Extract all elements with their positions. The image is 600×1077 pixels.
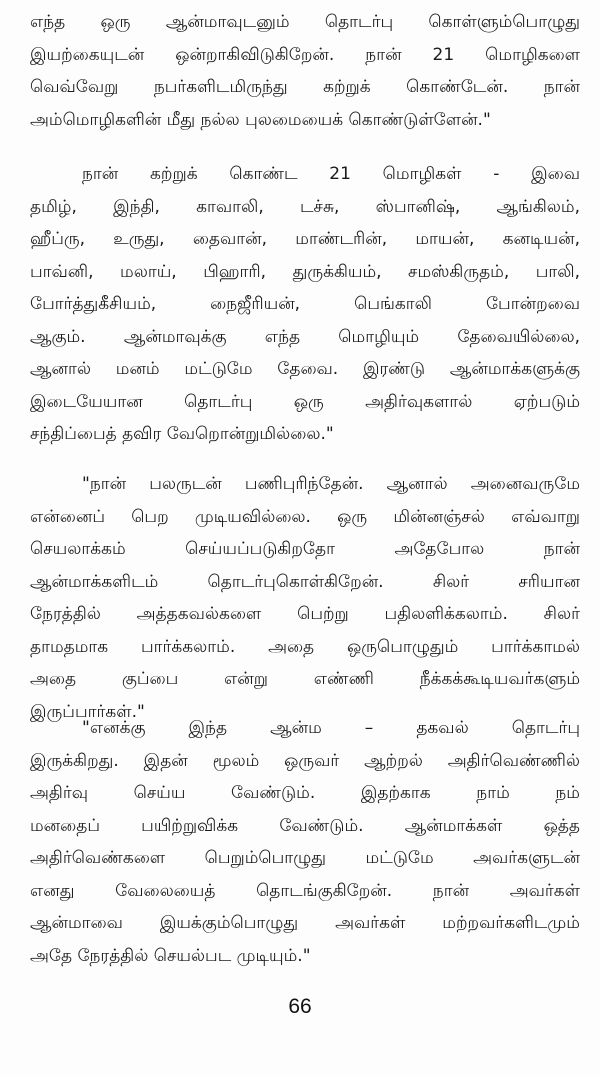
text-line: அதை குப்பை என்று எண்ணி நீக்கக்கூடியவர்களும் — [30, 669, 580, 689]
text-line: இருப்பார்கள்." — [30, 701, 145, 722]
paragraph-3 — [30, 468, 580, 728]
text-line: சந்திப்பைத் தவிர வேறொன்றுமில்லை." — [30, 424, 334, 444]
text-line: என்னைப் பெற முடியவில்லை. ஒரு மின்னஞ்சல் எவ்வாறு — [30, 506, 580, 527]
text-line: தாமதமாக பார்க்கலாம். அதை ஒருபொழுதும் பார்க்காமல் — [30, 636, 580, 657]
text-line: தமிழ், இந்தி, காவாலி, டச்சு, ஸ்பானிஷ், ஆங்கிலம், — [30, 196, 580, 217]
text-line: மனதைப் பயிற்றுவிக்க வேண்டும். ஆன்மாக்கள் ஒத்த — [30, 815, 580, 836]
text-line: அதே நேரத்தில் செயல்பட முடியும்." — [30, 945, 311, 966]
text-line: ஆன்மாக்களிடம் தொடர்புகொள்கிறேன். சிலர் சரியான — [30, 571, 580, 592]
text-line: நான் கற்றுக் கொண்ட 21 மொழிகள் - இவை — [82, 164, 580, 184]
text-line: ஹீப்ரு, உருது, தைவான், மாண்டரின், மாயன், கனடியன், — [30, 229, 580, 249]
paragraph-1 — [30, 6, 580, 136]
text-line: "எனக்கு இந்த ஆன்ம – தகவல் தொடர்பு — [82, 718, 580, 738]
paragraph-2 — [30, 158, 580, 451]
text-line: அதிர்வு செய்ய வேண்டும். இதற்காக நாம் நம் — [30, 783, 580, 803]
text-line: இருக்கிறது. இதன் மூலம் ஒருவர் ஆற்றல் அதிர்வெண்ணில் — [30, 750, 580, 771]
text-line: எனது வேலையைத் தொடங்குகிறேன். நான் அவர்கள் — [30, 880, 580, 901]
text-line: இடையேயான தொடர்பு ஒரு அதிர்வுகளால் ஏற்படும் — [30, 391, 580, 412]
text-line: எந்த ஒரு ஆன்மாவுடனும் தொடர்பு கொள்ளும்பொழுது — [30, 12, 580, 32]
page-number: 66 — [288, 995, 312, 1018]
paragraph-4 — [30, 712, 580, 972]
text-line: ஆகும். ஆன்மாவுக்கு எந்த மொழியும் தேவையில்லை, — [30, 326, 580, 347]
text-line: ஆனால் மனம் மட்டுமே தேவை. இரண்டு ஆன்மாக்களுக்கு — [30, 359, 580, 379]
text-line: அம்மொழிகளின் மீது நல்ல புலமையைக் கொண்டுள்ளேன்." — [30, 109, 491, 130]
text-line: பாவ்னி, மலாய், பிஹாரி, துருக்கியம், சமஸ்கிருதம், பாலி, — [30, 261, 580, 282]
text-line: "நான் பலருடன் பணிபுரிந்தேன். ஆனால் அனைவருமே — [82, 474, 580, 494]
text-line: அதிர்வெண்களை பெறும்பொழுது மட்டுமே அவர்களுடன் — [30, 848, 580, 868]
text-line: போர்த்துகீசியம், நைஜீரியன், பெங்காலி போன்றவை — [30, 294, 580, 314]
text-line: நேரத்தில் அத்தகவல்களை பெற்று பதிலளிக்கலாம். சிலர் — [30, 604, 580, 624]
text-line: செயலாக்கம் செய்யப்படுகிறதோ அதேபோல நான் — [30, 539, 580, 559]
text-line: வெவ்வேறு நபர்களிடமிருந்து கற்றுக் கொண்டேன். நான் — [30, 77, 580, 97]
text-line: இயற்கையுடன் ஒன்றாகிவிடுகிறேன். நான் 21 மொழிகளை — [30, 44, 580, 65]
text-line: ஆன்மாவை இயக்கும்பொழுது அவர்கள் மற்றவர்களிடமும் — [30, 913, 580, 933]
